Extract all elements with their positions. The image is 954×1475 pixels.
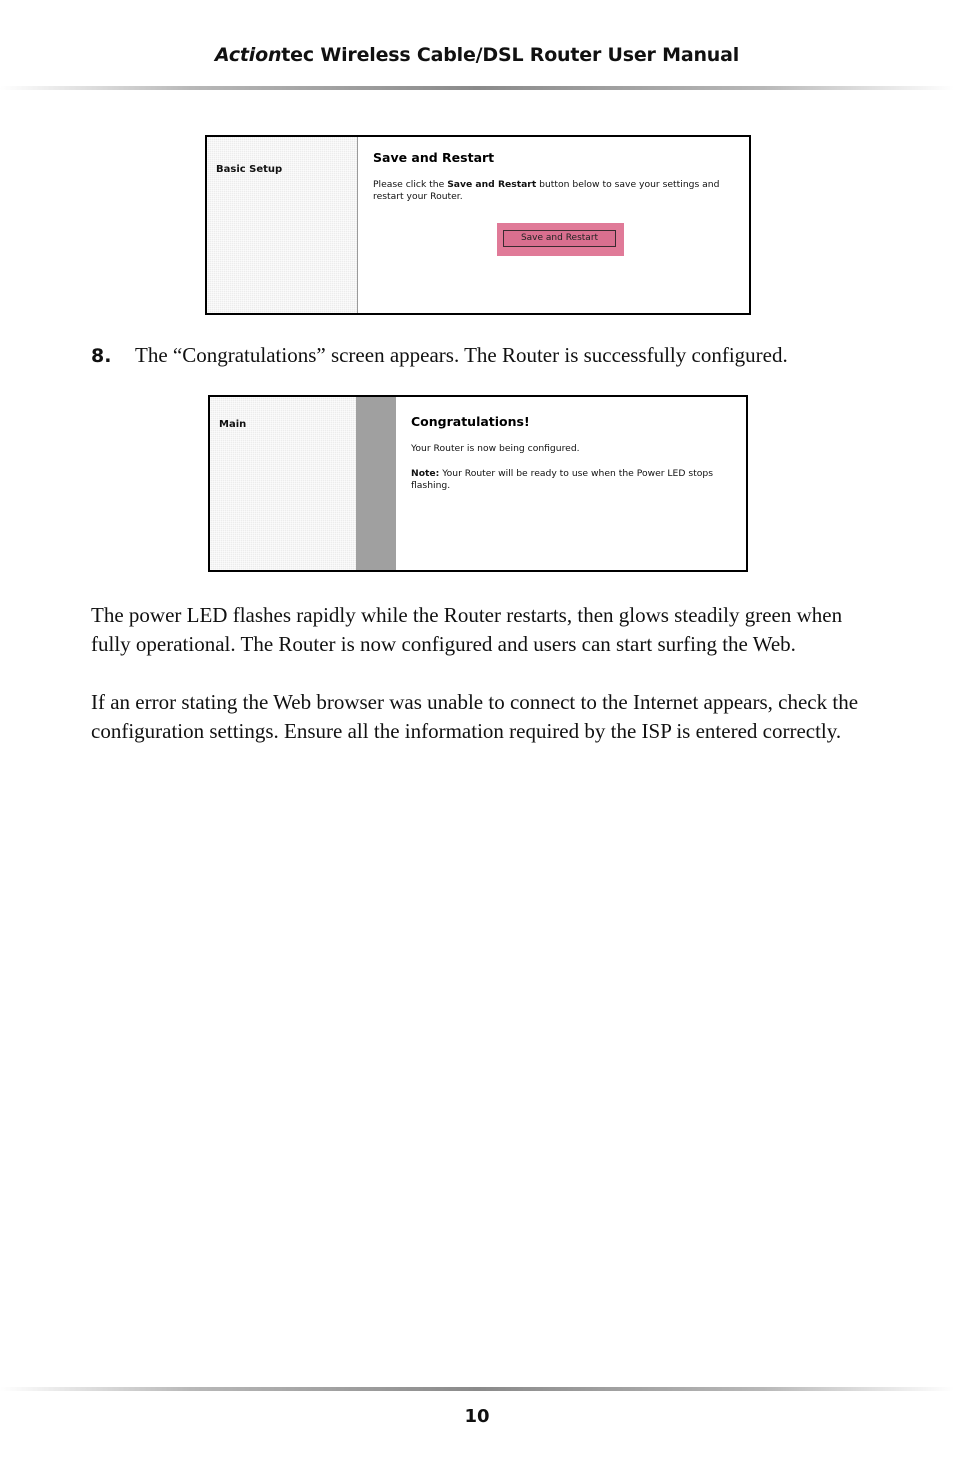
step-text: The “Congratulations” screen appears. The Router is successfully configured. <box>135 343 788 367</box>
body-paragraph-error: If an error stating the Web browser was unable to connect to the Internet appears, check the configuration settings. Ensure all the information required by the ISP is entered correctly. <box>91 690 859 743</box>
step-number: 8. <box>91 345 112 367</box>
instructions-text-start: Please click the <box>373 179 448 190</box>
grey-divider-band <box>356 397 396 570</box>
sidebar-panel <box>210 397 356 570</box>
footer-divider <box>0 1387 954 1391</box>
sidebar-panel <box>207 137 358 313</box>
congratulations-screenshot <box>208 395 748 572</box>
header-divider <box>0 86 954 90</box>
panel-title: Congratulations! <box>411 414 530 429</box>
note-message <box>411 468 741 492</box>
note-text: Your Router will be ready to use when the Power LED stops flashing. <box>411 468 713 491</box>
panel-title: Save and Restart <box>373 150 495 165</box>
panel-instructions <box>373 179 743 203</box>
page-header-title <box>0 44 954 66</box>
save-restart-screenshot <box>205 135 751 315</box>
configuring-message: Your Router is now being configured. <box>411 443 580 454</box>
save-and-restart-button[interactable]: Save and Restart <box>503 230 616 247</box>
note-label: Note: <box>411 468 440 479</box>
page-number: 10 <box>464 1406 490 1427</box>
instructions-bold-text: Save and Restart <box>447 179 537 190</box>
header-title-text: tec Wireless Cable/DSL Router User Manual <box>281 44 740 66</box>
brand-name: Action <box>214 44 282 66</box>
body-paragraph-led: The power LED flashes rapidly while the Router restarts, then glows steadily green when fully operational. The Router is now configured and users can start surfing the Web. <box>91 603 843 656</box>
instructions-text-end: button below to save your settings and restart your Router. <box>373 179 720 202</box>
sidebar-item-basic-setup[interactable]: Basic Setup <box>216 164 283 175</box>
button-highlight <box>497 223 624 256</box>
sidebar-item-main[interactable]: Main <box>219 419 247 430</box>
